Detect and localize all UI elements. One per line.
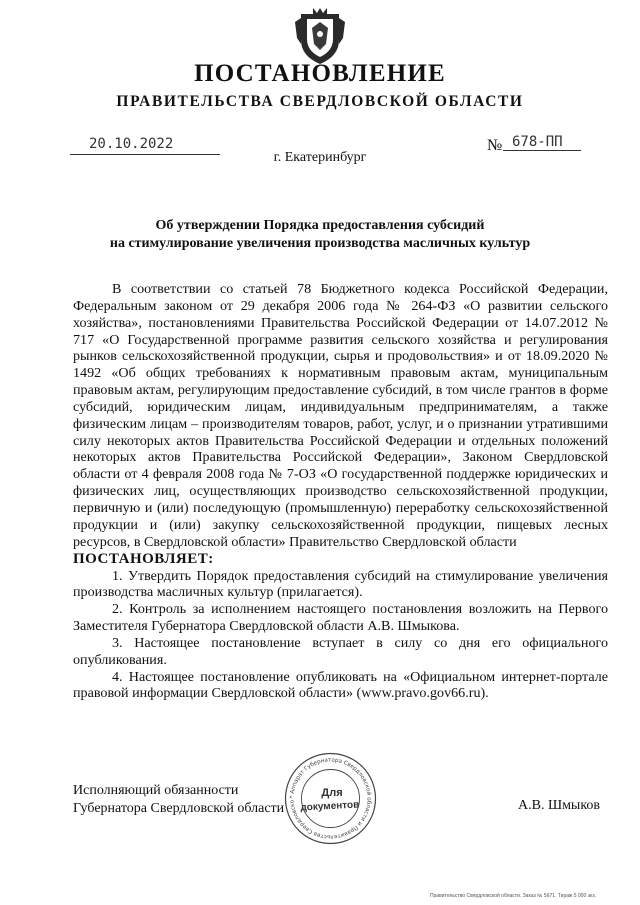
document-number: 678-ПП [512, 134, 563, 150]
heading-line-1: Об утверждении Порядка предоставления субсидий [155, 218, 485, 233]
coat-of-arms-icon [295, 8, 345, 66]
city: г. Екатеринбург [273, 150, 367, 165]
decree-word: ПОСТАНОВЛЯЕТ: [73, 550, 214, 567]
decree-item-1: 1. Утвердить Порядок предоставления субсидий на стимулирование увеличения производства масличных культур (прилагается). [73, 567, 608, 601]
document-heading [0, 217, 640, 253]
signatory-name: А.В. Шмыков [518, 798, 601, 813]
document-body [73, 281, 608, 702]
signatory-position [73, 782, 284, 817]
number-sign: № [487, 137, 503, 154]
official-stamp [283, 751, 378, 846]
print-footer: Правительство Свердловской области. Заказ № 5671. Тираж 5 000 экз. [430, 893, 597, 899]
decree-item-4: 4. Настоящее постановление опубликовать на «Официальном интернет-портале правовой информации Свердловской области» (www.pravo.gov66.ru). [73, 668, 608, 702]
preamble-paragraph: В соответствии со статьей 78 Бюджетного кодекса Российской Федерации, Федеральным законом от 29 декабря 2006 года № 264-ФЗ «О развитии сельского хозяйства», постановлениями Правительства Российской Федерации от 14.07.2012 № 717 «О Государственной программе развития сельского хозяйства и регулирования рынков сельскохозяйственной продукции, сырья и продовольствия» и от 18.09.2020 № 1492 «Об общих требованиях к нормативным правовым актам, муниципальным правовым актам, регулирующим предоставление субсидий, в том числе грантов в форме субсидий, юридическим лицам, индивидуальным предпринимателям, а также физическим лицам – производителям товаров, работ, услуг, и о признании утратившими силу некоторых актов Правительства Российской Федерации и отдельных положений некоторых актов Правительства Российской Федерации», Законом Свердловской области от 4 февраля 2008 года № 7-ОЗ «О государственной поддержке юридических и физических лиц, осуществляющих производство сельскохозяйственной продукции, первичную и (или) последующую (промышленную) переработку сельскохозяйственной продукции и (или) закупку сельскохозяйственной продукции, пищевых лесных ресурсов, в Свердловской области» Правительство Свердловской области [73, 281, 608, 550]
document-type-title: ПОСТАНОВЛЕНИЕ [194, 60, 446, 87]
issuing-authority: ПРАВИТЕЛЬСТВА СВЕРДЛОВСКОЙ ОБЛАСТИ [116, 93, 524, 110]
decree-item-2: 2. Контроль за исполнением настоящего постановления возложить на Первого Заместителя Губернатора Свердловской области А.В. Шмыкова. [73, 601, 608, 635]
decree-item-3: 3. Настоящее постановление вступает в силу со дня его официального опубликования. [73, 634, 608, 668]
signatory-position-line-2: Губернатора Свердловской области [73, 800, 285, 816]
stamp-text-line-2: документов [300, 799, 360, 814]
heading-line-2: на стимулирование увеличения производства масличных культур [109, 236, 531, 251]
stamp-ring-text: * Аппарат Губернатора Свердловской области и Правительства Свердловско [289, 757, 372, 840]
stamp-text-line-1: Для [321, 787, 343, 799]
signatory-position-line-1: Исполняющий обязанности [73, 783, 239, 798]
document-date: 20.10.2022 [89, 136, 174, 152]
